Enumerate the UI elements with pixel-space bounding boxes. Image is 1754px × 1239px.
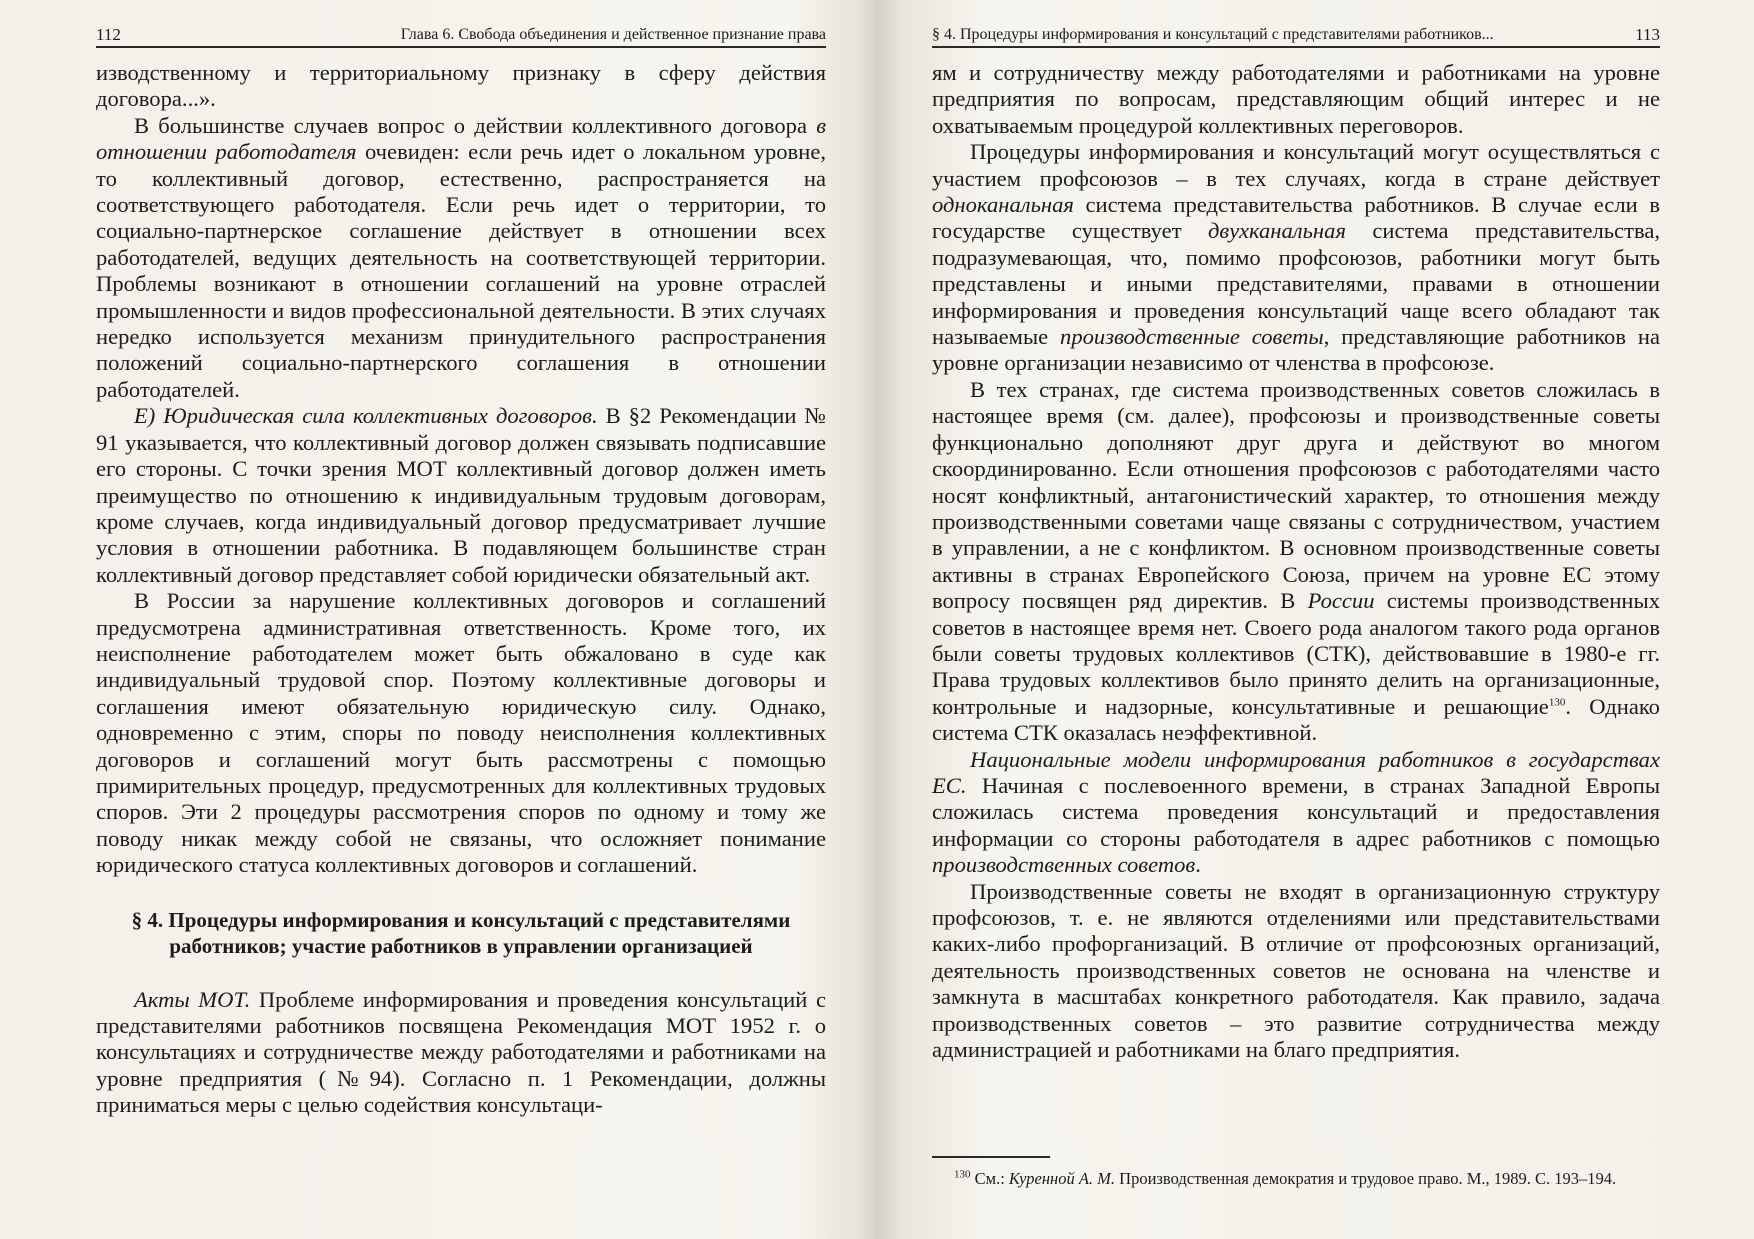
emphasis: Национальные модели информирования работников в государствах ЕС. bbox=[932, 746, 1660, 798]
left-page bbox=[96, 0, 826, 1239]
footnote: $^{130}$ См.: Куренной А. М. Производственная демократия и трудовое право. М., 1989. С. 193–194. bbox=[954, 1168, 1617, 1188]
paragraph: Производственные советы не входят в организационную структуру профсоюзов, т. е. не являются отделениями или представительствами каких-либо профорганизаций. В отличие от профсоюзных организаций, деятельность производственных советов не основана на членстве и замкнута в масштабах конкретного работодателя. Как правило, задача производственных советов – это развитие сотрудничества между администрацией и работниками на благо предприятия. bbox=[932, 878, 1660, 1063]
emphasis: двухканальная bbox=[1208, 218, 1346, 244]
paragraph: ям и сотрудничеству между работодателями и работниками на уровне предприятия по вопросам, представляющим общий интерес и не охватываемым процедурой коллективных переговоров. bbox=[932, 60, 1660, 138]
footnote-author: Куренной А. М. bbox=[1008, 1169, 1116, 1188]
emphasis: Е) Юридическая сила коллективных договоров. bbox=[134, 403, 598, 429]
paragraph: В большинстве случаев вопрос о действии коллективного договора в отношении работодателя очевиден: если речь идет о локальном уровне, то коллективный договор, естественно, распространяется на соответствующего работодателя. Если речь идет о территории, то социально-партнерское соглашение действует в отношении всех работодателей, ведущих деятельность на соответствующей территории. Проблемы возникают в отношении соглашений на уровне отраслей промышленности и видов профессиональной деятельности. В этих случаях нередко используется механизм принудительного распространения положений социально-партнерского соглашения в отношении работодателей. bbox=[96, 112, 826, 402]
footnote-divider bbox=[932, 1156, 1050, 1158]
paragraph: Национальные модели информирования работников в государствах ЕС. Начиная с послевоенного времени, в странах Западной Европы сложилась система проведения консультаций и предоставления информации со стороны работодателя в адрес работников с помощью производственных советов. bbox=[932, 746, 1660, 878]
paragraph: Е) Юридическая сила коллективных договоров. В §2 Рекомендации № 91 указывается, что коллективный договор должен связывать подписавшие его стороны. С точки зрения МОТ коллективный договор должен иметь преимущество по отношению к индивидуальным трудовым договорам, кроме случаев, когда индивидуальный договор предусматривает лучшие условия в отношении работника. В подавляющем большинстве стран коллективный договор представляет собой юридически обязательный акт. bbox=[96, 403, 826, 587]
paragraph: В России за нарушение коллективных договоров и соглашений предусмотрена административная ответственность. Кроме того, их неисполнение работодателем может быть обжаловано в суде как индивидуальный трудовой спор. Поэтому коллективные договоры и соглашения имеют обязательную юридическую силу. Однако, одновременно с этим, споры по поводу неисполнения коллективных договоров и соглашений могут быть рассмотрены с помощью примирительных процедур, предусмотренных для коллективных трудовых споров. Эти 2 процедуры рассмотрения споров по одному и тому же поводу никак между собой не связаны, что осложняет понимание юридического статуса коллективных договоров и соглашений. bbox=[96, 588, 826, 878]
running-head: Глава 6. Свобода объединения и действенное признание права bbox=[400, 26, 826, 43]
left-page-body bbox=[96, 60, 826, 1119]
emphasis: производственные советы bbox=[1060, 324, 1324, 350]
emphasis: одноканальная bbox=[932, 192, 1074, 218]
paragraph: В тех странах, где система производственных советов сложилась в настоящее время (см. далее), профсоюзы и производственные советы функционально дополняют друг друга и действуют во многом скоординированно. Если отношения профсоюзов с работодателями часто носят конфликтный, антагонистический характер, то отношения между производственными советами чаще связаны с сотрудничеством, участием в управлении, а не с конфликтом. В основном производственные советы активны в странах Европейского Союза, причем на уровне ЕС этому вопросу посвящен ряд директив. В России системы производственных советов в настоящее время нет. Своего рода аналогом такого рода органов были советы трудовых коллективов (СТК), действовавшие в 1980-е гг. Права трудовых коллективов было принято делить на организационные, контрольные и надзорные, консультативные и решающие$^{130}$. Однако система СТК оказалась неэффективной. bbox=[932, 376, 1660, 746]
right-page-body bbox=[932, 60, 1660, 1063]
paragraph: Процедуры информирования и консультаций могут осуществляться с участием профсоюзов – в тех случаях, когда в стране действует одноканальная система представительства работников. В случае если в государстве существует двухканальная система представительства, подразумевающая, что, помимо профсоюзов, работники могут быть представлены и иными представителями, правами в отношении информирования и проведения консультаций чаще всего обладают так называемые производственные советы, представляющие работников на уровне организации независимо от членства в профсоюзе. bbox=[932, 139, 1661, 376]
section-heading: § 4. Процедуры информирования и консультаций с представителями работников; участие работников в управлении организацией bbox=[131, 907, 791, 958]
emphasis: Акты МОТ. bbox=[134, 986, 251, 1012]
page-number: 113 bbox=[1635, 25, 1660, 44]
paragraph: Акты МОТ. Проблеме информирования и проведения консультаций с представителями работников посвящена Рекомендация МОТ 1952 г. о консультациях и сотрудничестве между работодателями и работниками на уровне предприятия (№94). Согласно п. 1 Рекомендации, должны приниматься меры с целью содействия консультаци- bbox=[96, 986, 826, 1118]
emphasis: России bbox=[1307, 588, 1375, 614]
running-head: § 4. Процедуры информирования и консультаций с представителями работников... bbox=[932, 26, 1494, 43]
emphasis: производственных советов bbox=[932, 852, 1196, 878]
running-header-left bbox=[96, 16, 826, 48]
page-number: 112 bbox=[96, 25, 121, 44]
running-header-right bbox=[932, 16, 1660, 48]
emphasis: в отношении работодателя bbox=[96, 112, 826, 165]
right-page bbox=[932, 0, 1660, 1239]
footnote-marker: 130 bbox=[954, 1168, 971, 1181]
paragraph: изводственному и территориальному признаку в сферу действия договора...». bbox=[96, 60, 826, 112]
footnote-ref: 130 bbox=[1548, 696, 1566, 709]
